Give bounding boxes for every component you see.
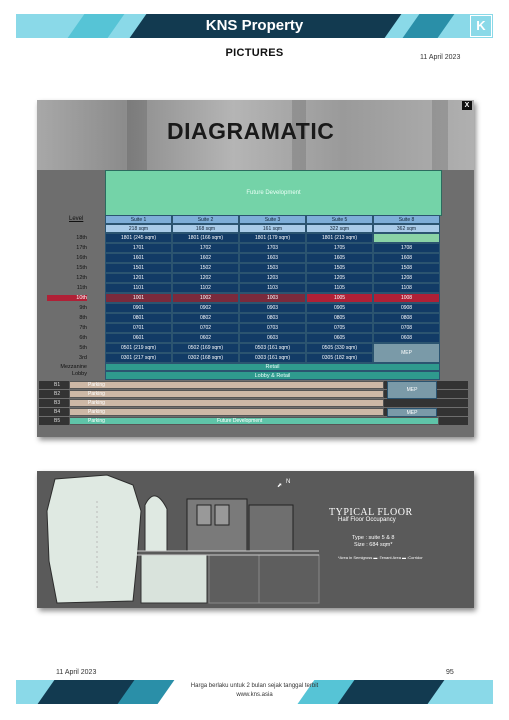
unit-cell: 1102 [172, 283, 239, 293]
unit-cell: 0902 [172, 303, 239, 313]
page-number: 95 [446, 669, 454, 676]
unit-cell [373, 233, 440, 243]
unit-cell: 0708 [373, 323, 440, 333]
unit-cell: 0503 (161 sqm) [239, 343, 306, 353]
unit-cell: 0302 (168 sqm) [172, 353, 239, 363]
typical-floor-image [37, 471, 474, 608]
close-icon[interactable]: X [462, 101, 472, 110]
basement-level: B5 [54, 418, 61, 424]
unit-cell: 1001 [105, 293, 172, 303]
unit-cell: 0803 [239, 313, 306, 323]
unit-cell: 1003 [239, 293, 306, 303]
mep-block: MEP [373, 343, 440, 363]
unit-cell: 1503 [239, 263, 306, 273]
unit-cell: 0805 [306, 313, 373, 323]
unit-cell: 1103 [239, 283, 306, 293]
unit-cell: 0303 (161 sqm) [239, 353, 306, 363]
unit-cell: 1005 [306, 293, 373, 303]
unit-cell: 0808 [373, 313, 440, 323]
unit-cell: 0301 (217 sqm) [105, 353, 172, 363]
kns-logo-icon: K [470, 15, 492, 37]
suite-area: 322 sqm [306, 224, 373, 233]
mezzanine-retail: Retail [105, 363, 440, 371]
basement-level: B3 [54, 400, 61, 406]
unit-cell: 1701 [105, 243, 172, 253]
unit-cell: 1105 [306, 283, 373, 293]
unit-cell: 0502 (169 sqm) [172, 343, 239, 353]
parking-area: Parking [69, 408, 384, 416]
unit-cell: 0605 [306, 333, 373, 343]
unit-cell: 1108 [373, 283, 440, 293]
suite-area: 362 sqm [373, 224, 440, 233]
unit-cell: 1202 [172, 273, 239, 283]
website-link[interactable]: www.kns.asia [236, 692, 273, 698]
unit-cell: 1801 (213 sqm) [306, 233, 373, 243]
level-label: 18th [76, 235, 87, 241]
basement-row [39, 399, 468, 407]
suite-header: Suite 1 [105, 215, 172, 224]
level-header: Level [69, 216, 84, 222]
brand-title: KNS Property [205, 17, 304, 34]
parking-area: Parking [69, 390, 384, 398]
unit-cell: 0305 (182 sqm) [306, 353, 373, 363]
diagramatic-image [37, 100, 474, 437]
unit-cell: 0505 (330 sqm) [306, 343, 373, 353]
north-indicator: N [286, 479, 291, 485]
header-banner [16, 14, 493, 38]
level-label: 3rd [79, 355, 87, 361]
unit-cell: 0608 [373, 333, 440, 343]
suite-header: Suite 5 [306, 215, 373, 224]
parking-area: Parking [69, 417, 439, 425]
suite-header: Suite 3 [239, 215, 306, 224]
basement-level: B2 [54, 391, 61, 397]
unit-cell: 1703 [239, 243, 306, 253]
unit-cell: 1101 [105, 283, 172, 293]
unit-cell: 0701 [105, 323, 172, 333]
unit-cell: 1208 [373, 273, 440, 283]
basement-mep: MEP [387, 381, 437, 399]
unit-cell: 0501 (219 sqm) [105, 343, 172, 353]
unit-cell: 0601 [105, 333, 172, 343]
unit-cell: 0905 [306, 303, 373, 313]
level-label: 12th [76, 275, 87, 281]
plan-type: Type : suite 5 & 8 Size : 684 sqm* [352, 535, 395, 548]
level-label: 15th [76, 265, 87, 271]
level-label: 8th [79, 315, 87, 321]
unit-cell: 1705 [306, 243, 373, 253]
mezzanine-label: Mezzanine [60, 364, 87, 370]
basement-mep-2: MEP [387, 408, 437, 417]
unit-cell: 1502 [172, 263, 239, 273]
unit-cell: 0801 [105, 313, 172, 323]
diagram-title: DIAGRAMATIC [167, 118, 335, 144]
suite-header: Suite 8 [373, 215, 440, 224]
unit-cell: 1708 [373, 243, 440, 253]
date-bottom: 11 April 2023 [56, 669, 97, 676]
unit-cell: 1801 (179 sqm) [239, 233, 306, 243]
level-label: 5th [79, 345, 87, 351]
unit-cell: 1201 [105, 273, 172, 283]
lobby-retail: Lobby & Retail [105, 371, 440, 380]
suite-area: 161 sqm [239, 224, 306, 233]
suite-header: Suite 2 [172, 215, 239, 224]
unit-cell: 1505 [306, 263, 373, 273]
unit-cell: 1002 [172, 293, 239, 303]
unit-cell: 1601 [105, 253, 172, 263]
unit-cell: 0703 [239, 323, 306, 333]
plan-legend: *Area in Semigross ▬ :Tenant Area ▬ :Corridor [338, 555, 423, 560]
unit-cell: 1603 [239, 253, 306, 263]
unit-cell: 1205 [306, 273, 373, 283]
unit-cell: 1801 (166 sqm) [172, 233, 239, 243]
unit-cell: 1203 [239, 273, 306, 283]
unit-cell: 1801 (245 sqm) [105, 233, 172, 243]
unit-cell: 0901 [105, 303, 172, 313]
floor-plan-drawing [37, 471, 474, 608]
unit-cell: 0802 [172, 313, 239, 323]
plan-title: TYPICAL FLOOR [329, 507, 413, 518]
footer-text [0, 682, 509, 700]
unit-cell: 1501 [105, 263, 172, 273]
level-label: 17th [76, 245, 87, 251]
unit-cell: 1008 [373, 293, 440, 303]
basement-level: B4 [54, 409, 61, 415]
unit-cell: 1702 [172, 243, 239, 253]
level-label: 16th [76, 255, 87, 261]
svg-text:⬈: ⬈ [277, 482, 283, 489]
basement-level: B1 [54, 382, 61, 388]
suite-area: 218 sqm [105, 224, 172, 233]
unit-cell: 1508 [373, 263, 440, 273]
unit-cell: 1605 [306, 253, 373, 263]
unit-cell: 0903 [239, 303, 306, 313]
level-label: 10th [47, 295, 87, 301]
unit-cell: 1602 [172, 253, 239, 263]
unit-cell: 0603 [239, 333, 306, 343]
unit-cell: 0602 [172, 333, 239, 343]
date-top: 11 April 2023 [420, 54, 461, 61]
page-heading: PICTURES [225, 47, 284, 59]
unit-cell: 0702 [172, 323, 239, 333]
future-development-block: Future Development [105, 170, 442, 216]
unit-cell: 0908 [373, 303, 440, 313]
parking-area: Parking [69, 381, 384, 389]
lobby-label: Lobby [72, 371, 87, 377]
level-label: 9th [79, 305, 87, 311]
suite-area: 168 sqm [172, 224, 239, 233]
level-label: 11th [76, 285, 87, 291]
level-label: 6th [79, 335, 87, 341]
parking-area: Parking [69, 399, 384, 407]
validity-note: Harga berlaku untuk 2 bulan sejak tanggal terbit [190, 683, 319, 689]
level-label: 7th [79, 325, 87, 331]
future-development-bottom: Future Development [217, 418, 263, 424]
plan-subtitle: Half Floor Occupancy [338, 517, 396, 523]
unit-cell: 1608 [373, 253, 440, 263]
unit-cell: 0705 [306, 323, 373, 333]
